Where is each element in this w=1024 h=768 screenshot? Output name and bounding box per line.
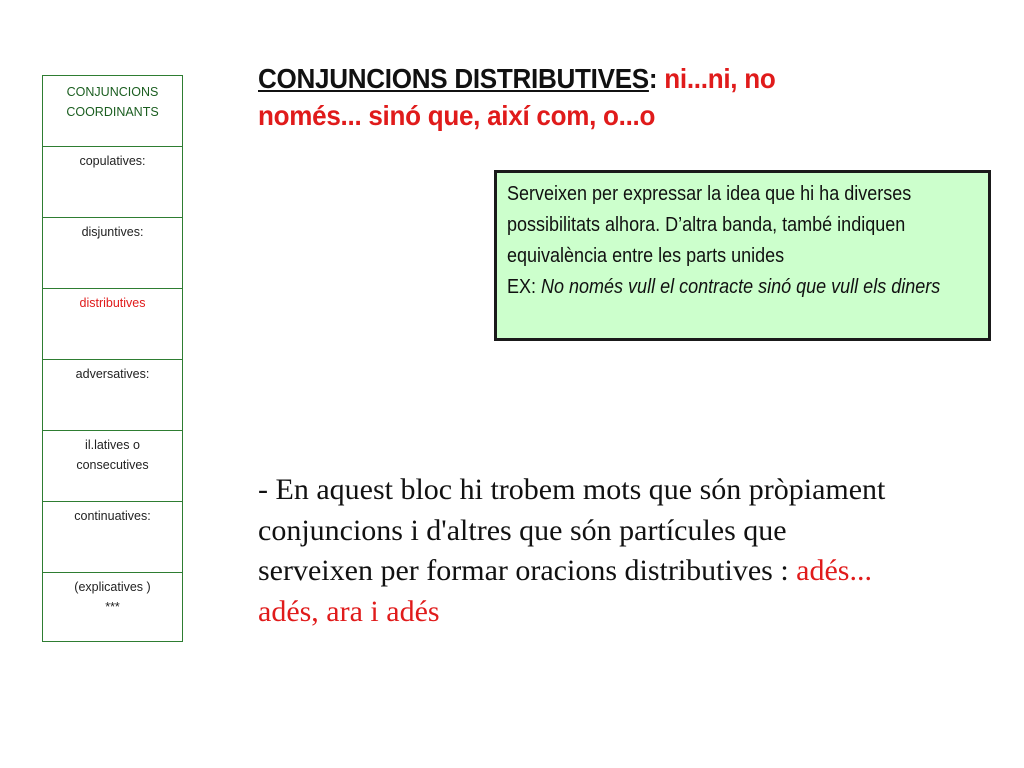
nav-item-adversatives[interactable]	[43, 360, 182, 431]
nav-item-explicatives[interactable]	[43, 573, 182, 641]
paragraph-text: - En aquest bloc hi trobem mots que són pròpiament conjuncions i d'altres que són partícules que serveixen per formar oracions distributives :	[258, 473, 886, 587]
title-examples: ni...ni, no només... sinó que, així com, o...o	[258, 63, 776, 131]
nav-item-continuatives[interactable]	[43, 502, 182, 573]
nav-item-label-line1: (explicatives )	[74, 580, 151, 594]
nav-item-label: continuatives:	[74, 509, 151, 523]
nav-item-label: distributives	[79, 296, 146, 310]
title-colon: :	[648, 63, 658, 94]
title-main: CONJUNCIONS DISTRIBUTIVES	[258, 63, 649, 94]
example-label: EX:	[507, 276, 542, 298]
example-text: No només vull el contracte sinó que vull els diners	[541, 276, 941, 298]
nav-item-disjuntives[interactable]	[43, 218, 182, 289]
nav-header-line2: COORDINANTS	[66, 105, 159, 119]
nav-item-illatives[interactable]	[43, 431, 182, 502]
nav-table-header	[43, 76, 182, 147]
nav-item-copulatives[interactable]	[43, 147, 182, 218]
nav-item-label-line2: ***	[105, 600, 120, 614]
explanation-paragraph	[258, 470, 908, 632]
nav-item-label: disjuntives:	[81, 225, 144, 239]
definition-text: Serveixen per expressar la idea que hi ha diverses possibilitats alhora. D’altra banda, també indiquen equivalència entre les parts unides	[507, 183, 912, 267]
slide-title	[258, 60, 853, 134]
nav-item-label: adversatives:	[75, 367, 150, 381]
definition-box	[494, 170, 991, 341]
nav-item-label-line1: il.latives o	[85, 438, 140, 452]
nav-item-distributives[interactable]	[43, 289, 182, 360]
conjunctions-nav-table	[42, 75, 183, 642]
definition-example	[507, 272, 984, 303]
paragraph-highlight: adés... adés, ara i adés	[258, 554, 872, 628]
nav-header-line1: CONJUNCIONS	[66, 85, 159, 99]
nav-item-label: copulatives:	[79, 154, 146, 168]
nav-item-label-line2: consecutives	[76, 458, 149, 472]
